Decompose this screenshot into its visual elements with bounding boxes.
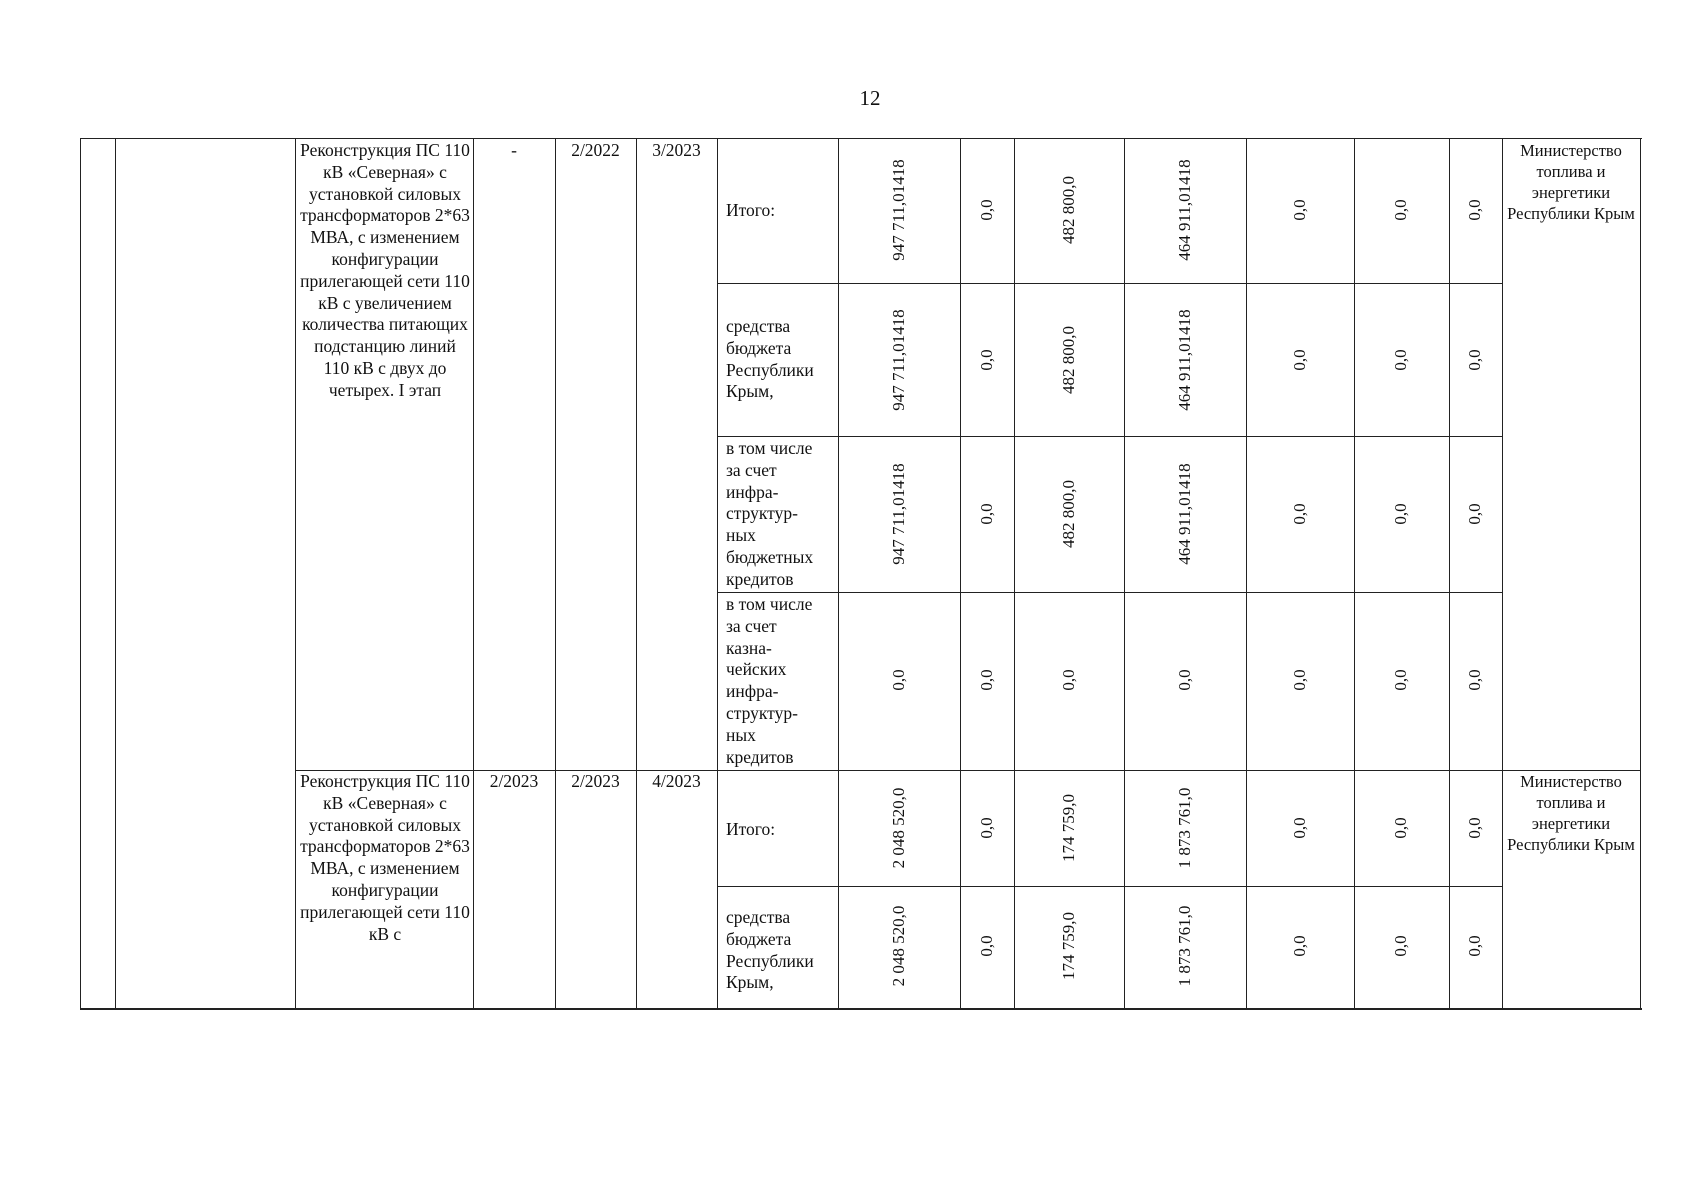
project-1-row-1-value-2: 0,0 [977,199,996,221]
project-1-row-4-value-3: 0,0 [1059,669,1078,691]
column-divider [1640,138,1641,1010]
project-1-col-c: 3/2023 [652,140,701,160]
project-1-row-3-value-7: 0,0 [1465,503,1484,525]
project-1-row-4-value-5: 0,0 [1290,669,1309,691]
column-divider [115,138,116,1010]
project-1-row-1-value-5: 0,0 [1290,199,1309,221]
column-divider [555,138,556,1010]
project-2-col-b: 2/2023 [571,771,620,791]
column-divider [473,138,474,1010]
project-2-col-a: 2/2023 [489,771,539,791]
project-2-row-2-value-7: 0,0 [1465,935,1484,957]
project-1-row-1-value-4: 464 911,01418 [1175,159,1194,261]
project-1-row-3-label: в том числе за счет инфра-структур-ных бюджетных кредитов [726,438,814,589]
project-1-row-2-label: средства бюджета Республики Крым, [726,316,814,402]
project-2-row-1-value-4: 1 873 761,0 [1175,787,1194,869]
project-1-row-3-value-4: 464 911,01418 [1175,463,1194,565]
row-divider [717,592,1502,593]
column-divider [960,138,961,1010]
project-1-row-4-value-1: 0,0 [889,669,908,691]
project-1-name: Реконструкция ПС 110 кВ «Северная» с установкой силовых трансформаторов 2*63 МВА, с изменением конфигурации прилегающей сети 110 кВ с увеличением количества питающих подстанцию линий 110 кВ с двух до четырех. I этап [300,140,470,400]
project-2-col-c: 4/2023 [652,771,701,791]
project-1-row-1-value-7: 0,0 [1465,199,1484,221]
project-1-row-1-value-1: 947 711,01418 [889,159,908,261]
project-2-row-1-value-7: 0,0 [1465,817,1484,839]
project-1-row-1-label: Итого: [726,200,776,220]
column-divider [717,138,718,1010]
column-divider [838,138,839,1010]
project-2-row-1-value-6: 0,0 [1391,817,1410,839]
column-divider [1124,138,1125,1010]
project-2-row-2-value-4: 1 873 761,0 [1175,905,1194,987]
project-1-row-2-value-2: 0,0 [977,349,996,371]
project-1-responsible: Министерство топлива и энергетики Республики Крым [1507,141,1635,223]
row-divider [717,283,1502,284]
project-1-row-2-value-6: 0,0 [1391,349,1410,371]
project-2-responsible: Министерство топлива и энергетики Республики Крым [1507,772,1635,854]
project-1-row-3-value-3: 482 800,0 [1059,480,1078,548]
project-2-row-1-value-5: 0,0 [1290,817,1309,839]
project-1-col-a: - [511,140,517,160]
project-2-row-2-label: средства бюджета Республики Крым, [726,907,814,993]
project-1-row-3-value-6: 0,0 [1391,503,1410,525]
project-1-row-3-value-1: 947 711,01418 [889,463,908,565]
project-1-row-2-value-5: 0,0 [1290,349,1309,371]
column-divider [1502,138,1503,1010]
project-1-row-4-label: в том числе за счет казна-чейских инфра-структур-ных кредитов [726,594,813,767]
project-2-row-2-value-6: 0,0 [1391,935,1410,957]
project-1-row-4-value-7: 0,0 [1465,669,1484,691]
project-2-row-2-value-1: 2 048 520,0 [889,905,908,987]
project-2-row-2-value-3: 174 759,0 [1059,912,1078,980]
column-divider [1246,138,1247,1010]
project-2-row-1-label: Итого: [726,819,776,839]
project-1-row-2-value-3: 482 800,0 [1059,326,1078,394]
project-1-row-3-value-2: 0,0 [977,503,996,525]
row-divider [717,436,1502,437]
project-2-row-2-value-2: 0,0 [977,935,996,957]
project-2-row-2-value-5: 0,0 [1290,935,1309,957]
project-1-row-2-value-4: 464 911,01418 [1175,309,1194,411]
row-divider [717,886,1502,887]
project-1-row-4-value-6: 0,0 [1391,669,1410,691]
project-2-row-1-value-3: 174 759,0 [1059,794,1078,862]
project-1-row-1-value-3: 482 800,0 [1059,176,1078,244]
column-divider [636,138,637,1010]
column-divider [295,138,296,1010]
project-1-row-2-value-1: 947 711,01418 [889,309,908,411]
project-1-col-b: 2/2022 [571,140,620,160]
project-2-name: Реконструкция ПС 110 кВ «Северная» с установкой силовых трансформаторов 2*63 МВА, с изменением конфигурации прилегающей сети 110 кВ с [300,771,470,944]
project-1-row-1-value-6: 0,0 [1391,199,1410,221]
project-2-row-1-value-2: 0,0 [977,817,996,839]
project-1-row-2-value-7: 0,0 [1465,349,1484,371]
column-divider [1014,138,1015,1010]
project-2-row-1-value-1: 2 048 520,0 [889,787,908,869]
project-1-row-4-value-4: 0,0 [1175,669,1194,691]
column-divider [1449,138,1450,1010]
project-1-row-4-value-2: 0,0 [977,669,996,691]
page-number: 12 [859,86,881,110]
project-1-row-3-value-5: 0,0 [1290,503,1309,525]
column-divider [1354,138,1355,1010]
